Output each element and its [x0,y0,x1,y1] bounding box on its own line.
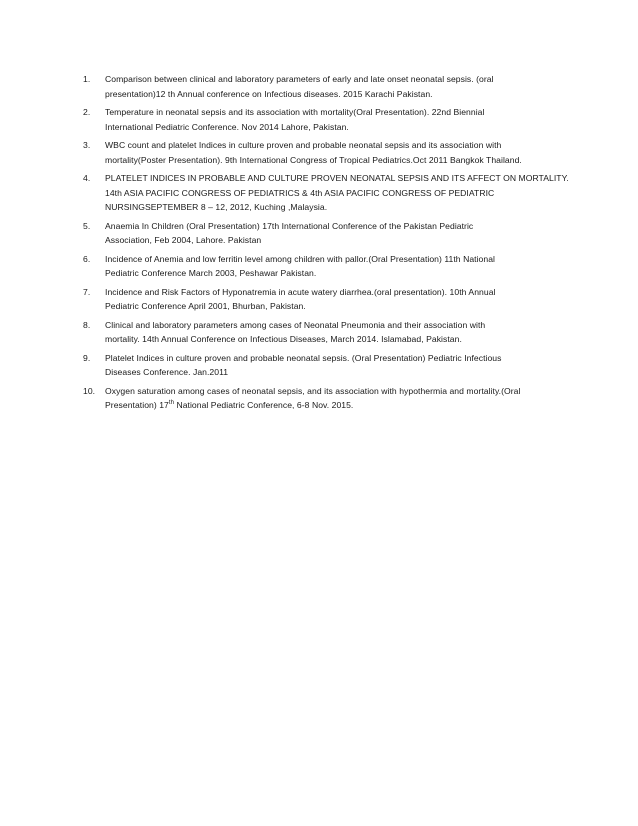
publication-item-4 [83,171,583,215]
publication-number: 2. [83,107,91,117]
publication-number: 6. [83,253,91,264]
publication-item-1 [83,72,583,101]
publication-text-line: Diseases Conference. Jan.2011 [105,367,229,377]
publication-text-line: Comparison between clinical and laboratory parameters of early and late onset neonatal sepsis. (oral [105,74,494,84]
publication-item-7 [83,285,583,314]
publication-text-line: Incidence of Anemia and low ferritin level among children with pallor.(Oral Presentation) 11th National [105,253,496,264]
publication-text-line: Temperature in neonatal sepsis and its association with mortality(Oral Presentation). 22nd Biennial [105,107,485,117]
publication-number: 3. [83,140,91,150]
publication-text-line [105,398,583,413]
publication-text-line: Clinical and laboratory parameters among cases of Neonatal Pneumonia and their association with [105,319,486,330]
publication-item-2 [83,105,583,134]
publication-number: 8. [83,319,91,330]
publication-item-9 [83,351,583,380]
publication-text-line: presentation)12 th Annual conference on Infectious diseases. 2015 Karachi Pakistan. [105,88,433,99]
publication-item-5 [83,219,583,248]
publication-text-segment: National Pediatric Conference, 6-8 Nov. 2015. [176,400,354,410]
publication-number: 9. [83,352,91,363]
publication-number: 4. [83,173,91,183]
publication-text-line: WBC count and platelet Indices in culture proven and probable neonatal sepsis and its association with [105,140,502,150]
publication-text-line: Association, Feb 2004, Lahore. Pakistan [105,235,262,245]
publication-text-line: Oxygen saturation among cases of neonatal sepsis, and its association with hypothermia and mortality.(Oral [105,385,521,396]
ordinal-superscript: th [168,400,174,407]
publication-text-line: Anaemia In Children (Oral Presentation) 17th International Conference of the Pakistan Pediatric [105,220,474,231]
publication-item-3 [83,138,583,167]
publication-item-6 [83,252,583,281]
publication-item-8 [83,318,583,347]
publication-number: 7. [83,286,91,297]
publication-text-line: International Pediatric Conference. Nov 2014 Lahore, Pakistan. [105,121,349,132]
publications-list [83,72,583,417]
publication-number: 5. [83,220,91,231]
publication-text-line: PLATELET INDICES IN PROBABLE AND CULTURE PROVEN NEONATAL SEPSIS AND ITS AFFECT ON MORTALITY. [105,173,569,183]
publication-text-line: 14th ASIA PACIFIC CONGRESS OF PEDIATRICS & 4th ASIA PACIFIC CONGRESS OF PEDIATRIC [105,187,495,198]
publication-item-10 [83,384,583,413]
publication-number: 1. [83,74,91,84]
publication-text-line: mortality. 14th Annual Conference on Infectious Diseases, March 2014. Islamabad, Pakistan. [105,334,462,344]
publication-text-segment: Presentation) 17 [105,400,169,410]
publication-text-line: Platelet Indices in culture proven and probable neonatal sepsis. (Oral Presentation) Pediatric Infectious [105,352,502,363]
publication-text-line: Incidence and Risk Factors of Hyponatremia in acute watery diarrhea.(oral presentation). 10th Annual [105,286,496,297]
publication-text-line: Pediatric Conference April 2001, Bhurban, Pakistan. [105,301,306,311]
publication-text-line: NURSINGSEPTEMBER 8 – 12, 2012, Kuching ,Malaysia. [105,202,328,212]
publication-text-line: Pediatric Conference March 2003, Peshawar Pakistan. [105,268,317,278]
publication-number: 10. [83,385,96,396]
publication-text-line: mortality(Poster Presentation). 9th International Congress of Tropical Pediatrics.Oct 2011 Bangkok Thailand. [105,154,522,165]
